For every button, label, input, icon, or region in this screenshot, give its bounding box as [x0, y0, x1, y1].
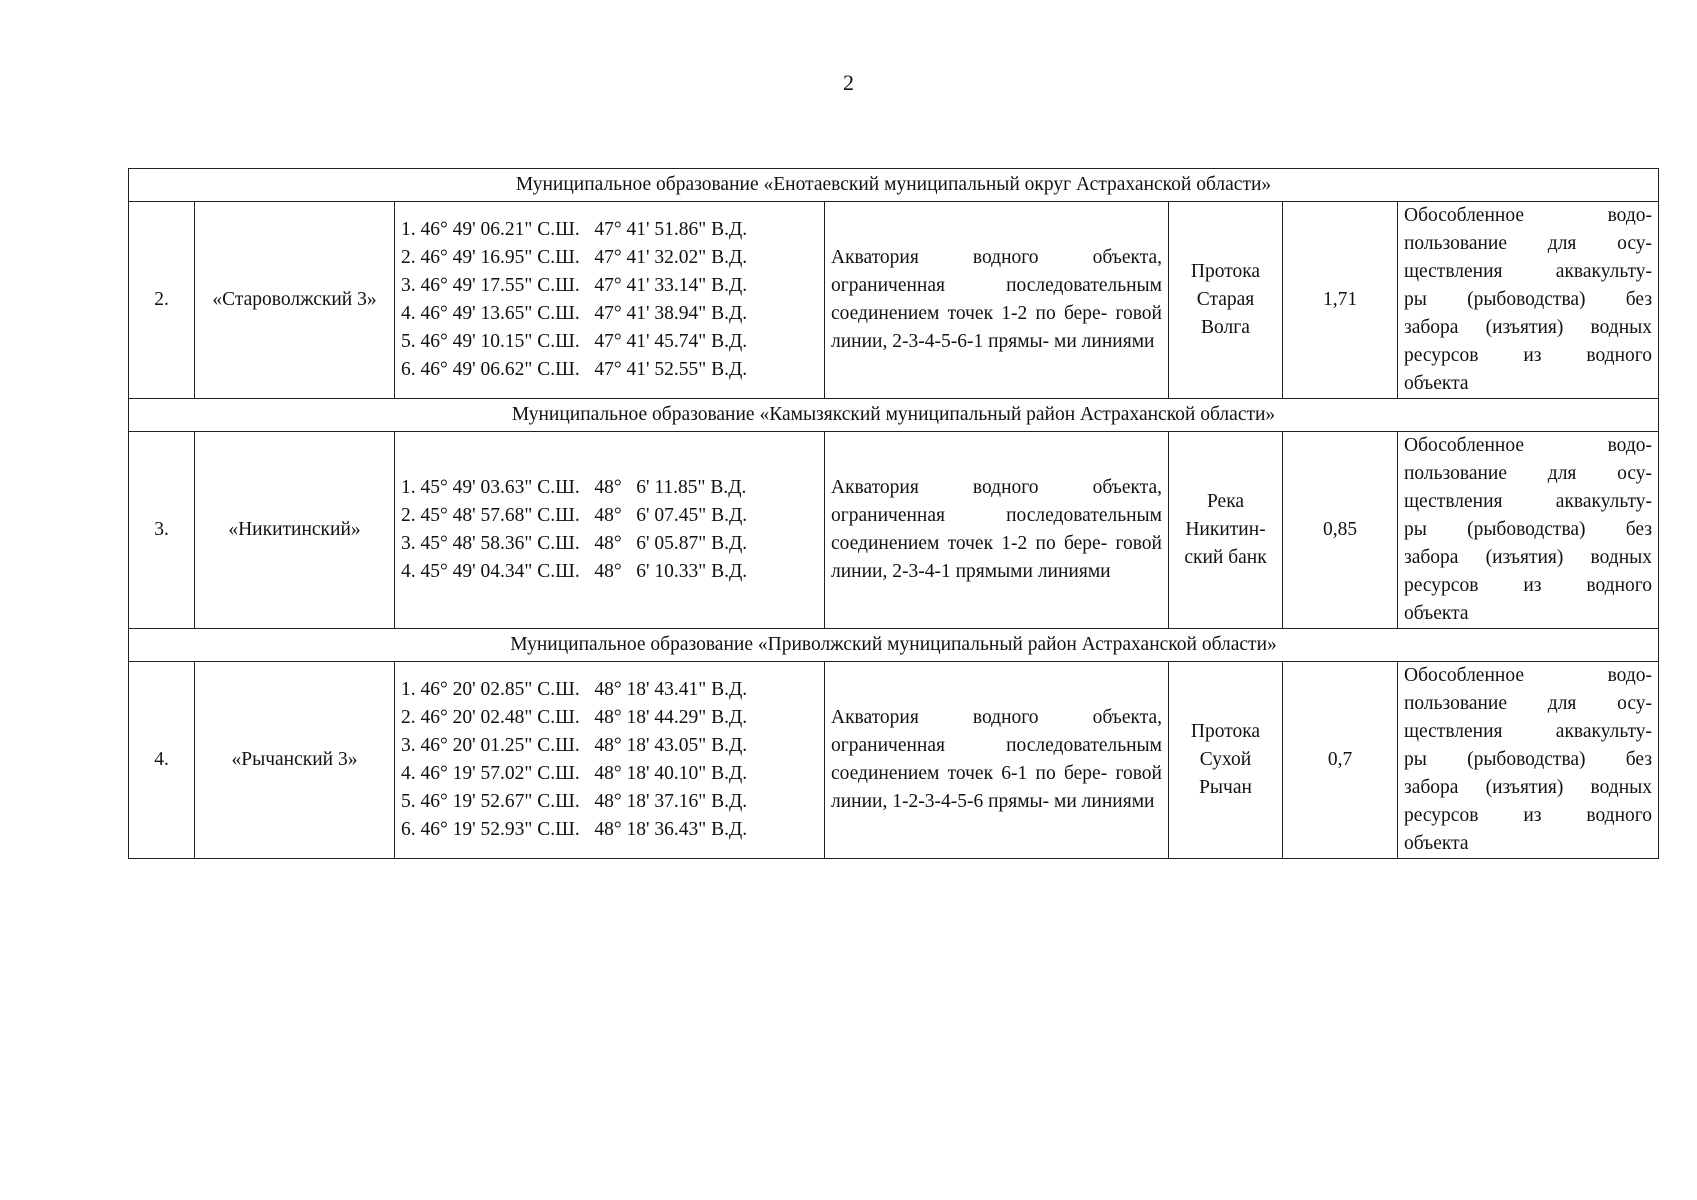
water-object-name: Протока Сухой Рычан — [1169, 662, 1283, 859]
area-value: 0,85 — [1283, 432, 1398, 629]
usage-purpose-line: пользование для осу- — [1404, 233, 1653, 254]
water-object-name: Река Никитин- ский банк — [1169, 432, 1283, 629]
usage-purpose-line: пользование для осу- — [1404, 463, 1653, 484]
coordinates-cell — [395, 662, 825, 859]
boundary-description: Акватория водного объекта, ограниченная последовательным соединением точек 1-2 по бере- говой линии, 2-3-4-5-6-1 прямы- ми линиями — [825, 202, 1169, 399]
usage-purpose-line: объекта — [1404, 833, 1469, 854]
section-header: Муниципальное образование «Енотаевский муниципальный округ Астраханской области» — [129, 169, 1659, 202]
row-number: 4. — [129, 662, 195, 859]
usage-purpose-line: забора (изъятия) водных — [1404, 777, 1653, 798]
coordinate-line: 2. 46° 20' 02.48" С.Ш. 48° 18' 44.29" В.Д. — [401, 707, 748, 728]
coordinate-line: 3. 46° 49' 17.55" С.Ш. 47° 41' 33.14" В.Д. — [401, 275, 748, 296]
coordinate-line: 4. 46° 49' 13.65" С.Ш. 47° 41' 38.94" В.Д. — [401, 303, 748, 324]
coordinates-cell — [395, 202, 825, 399]
usage-purpose-line: пользование для осу- — [1404, 693, 1653, 714]
usage-purpose-line: ществления аквакульту- — [1404, 491, 1653, 512]
boundary-description: Акватория водного объекта, ограниченная последовательным соединением точек 1-2 по бере- говой линии, 2-3-4-1 прямыми линиями — [825, 432, 1169, 629]
coordinate-line: 3. 46° 20' 01.25" С.Ш. 48° 18' 43.05" В.Д. — [401, 735, 748, 756]
section-header-row — [129, 399, 1659, 432]
page-number: 2 — [843, 70, 854, 95]
boundary-description: Акватория водного объекта, ограниченная последовательным соединением точек 6-1 по бере- говой линии, 1-2-3-4-5-6 прямы- ми линиями — [825, 662, 1169, 859]
table-row — [129, 432, 1659, 629]
water-areas-table — [128, 168, 1659, 859]
usage-purpose-line: ры (рыбоводства) без — [1404, 289, 1653, 310]
usage-purpose-line: забора (изъятия) водных — [1404, 547, 1653, 568]
area-name: «Староволжский 3» — [195, 202, 395, 399]
usage-purpose-line: Обособленное водо- — [1404, 665, 1653, 686]
coordinate-line: 1. 46° 20' 02.85" С.Ш. 48° 18' 43.41" В.Д. — [401, 679, 748, 700]
area-value: 1,71 — [1283, 202, 1398, 399]
usage-purpose-line: объекта — [1404, 603, 1469, 624]
usage-purpose-cell — [1398, 662, 1659, 859]
coordinate-line: 2. 46° 49' 16.95" С.Ш. 47° 41' 32.02" В.Д. — [401, 247, 748, 268]
coordinate-line: 1. 46° 49' 06.21" С.Ш. 47° 41' 51.86" В.Д. — [401, 219, 748, 240]
section-header-row — [129, 169, 1659, 202]
usage-purpose-line: ры (рыбоводства) без — [1404, 519, 1653, 540]
usage-purpose-line: объекта — [1404, 373, 1469, 394]
usage-purpose-line: забора (изъятия) водных — [1404, 317, 1653, 338]
area-name: «Рычанский 3» — [195, 662, 395, 859]
usage-purpose-line: ресурсов из водного — [1404, 575, 1653, 596]
usage-purpose-cell — [1398, 432, 1659, 629]
coordinate-line: 5. 46° 19' 52.67" С.Ш. 48° 18' 37.16" В.Д. — [401, 791, 748, 812]
coordinate-line: 1. 45° 49' 03.63" С.Ш. 48° 6' 11.85" В.Д. — [401, 477, 747, 498]
usage-purpose-line: ществления аквакульту- — [1404, 721, 1653, 742]
usage-purpose-line: Обособленное водо- — [1404, 435, 1653, 456]
coordinate-line: 4. 45° 49' 04.34" С.Ш. 48° 6' 10.33" В.Д. — [401, 561, 748, 582]
usage-purpose-line: ществления аквакульту- — [1404, 261, 1653, 282]
section-header-row — [129, 629, 1659, 662]
water-object-name: Протока Старая Волга — [1169, 202, 1283, 399]
coordinate-line: 2. 45° 48' 57.68" С.Ш. 48° 6' 07.45" В.Д. — [401, 505, 748, 526]
table-row — [129, 662, 1659, 859]
usage-purpose-line: ресурсов из водного — [1404, 805, 1653, 826]
coordinate-line: 6. 46° 49' 06.62" С.Ш. 47° 41' 52.55" В.Д. — [401, 359, 748, 380]
row-number: 3. — [129, 432, 195, 629]
table-row — [129, 202, 1659, 399]
coordinate-line: 6. 46° 19' 52.93" С.Ш. 48° 18' 36.43" В.Д. — [401, 819, 748, 840]
coordinate-line: 4. 46° 19' 57.02" С.Ш. 48° 18' 40.10" В.Д. — [401, 763, 748, 784]
usage-purpose-line: ресурсов из водного — [1404, 345, 1653, 366]
row-number: 2. — [129, 202, 195, 399]
area-name: «Никитинский» — [195, 432, 395, 629]
usage-purpose-line: ры (рыбоводства) без — [1404, 749, 1653, 770]
section-header: Муниципальное образование «Приволжский муниципальный район Астраханской области» — [129, 629, 1659, 662]
area-value: 0,7 — [1283, 662, 1398, 859]
coordinates-cell — [395, 432, 825, 629]
coordinate-line: 5. 46° 49' 10.15" С.Ш. 47° 41' 45.74" В.Д. — [401, 331, 748, 352]
usage-purpose-line: Обособленное водо- — [1404, 205, 1653, 226]
coordinate-line: 3. 45° 48' 58.36" С.Ш. 48° 6' 05.87" В.Д. — [401, 533, 748, 554]
usage-purpose-cell — [1398, 202, 1659, 399]
section-header: Муниципальное образование «Камызякский муниципальный район Астраханской области» — [129, 399, 1659, 432]
